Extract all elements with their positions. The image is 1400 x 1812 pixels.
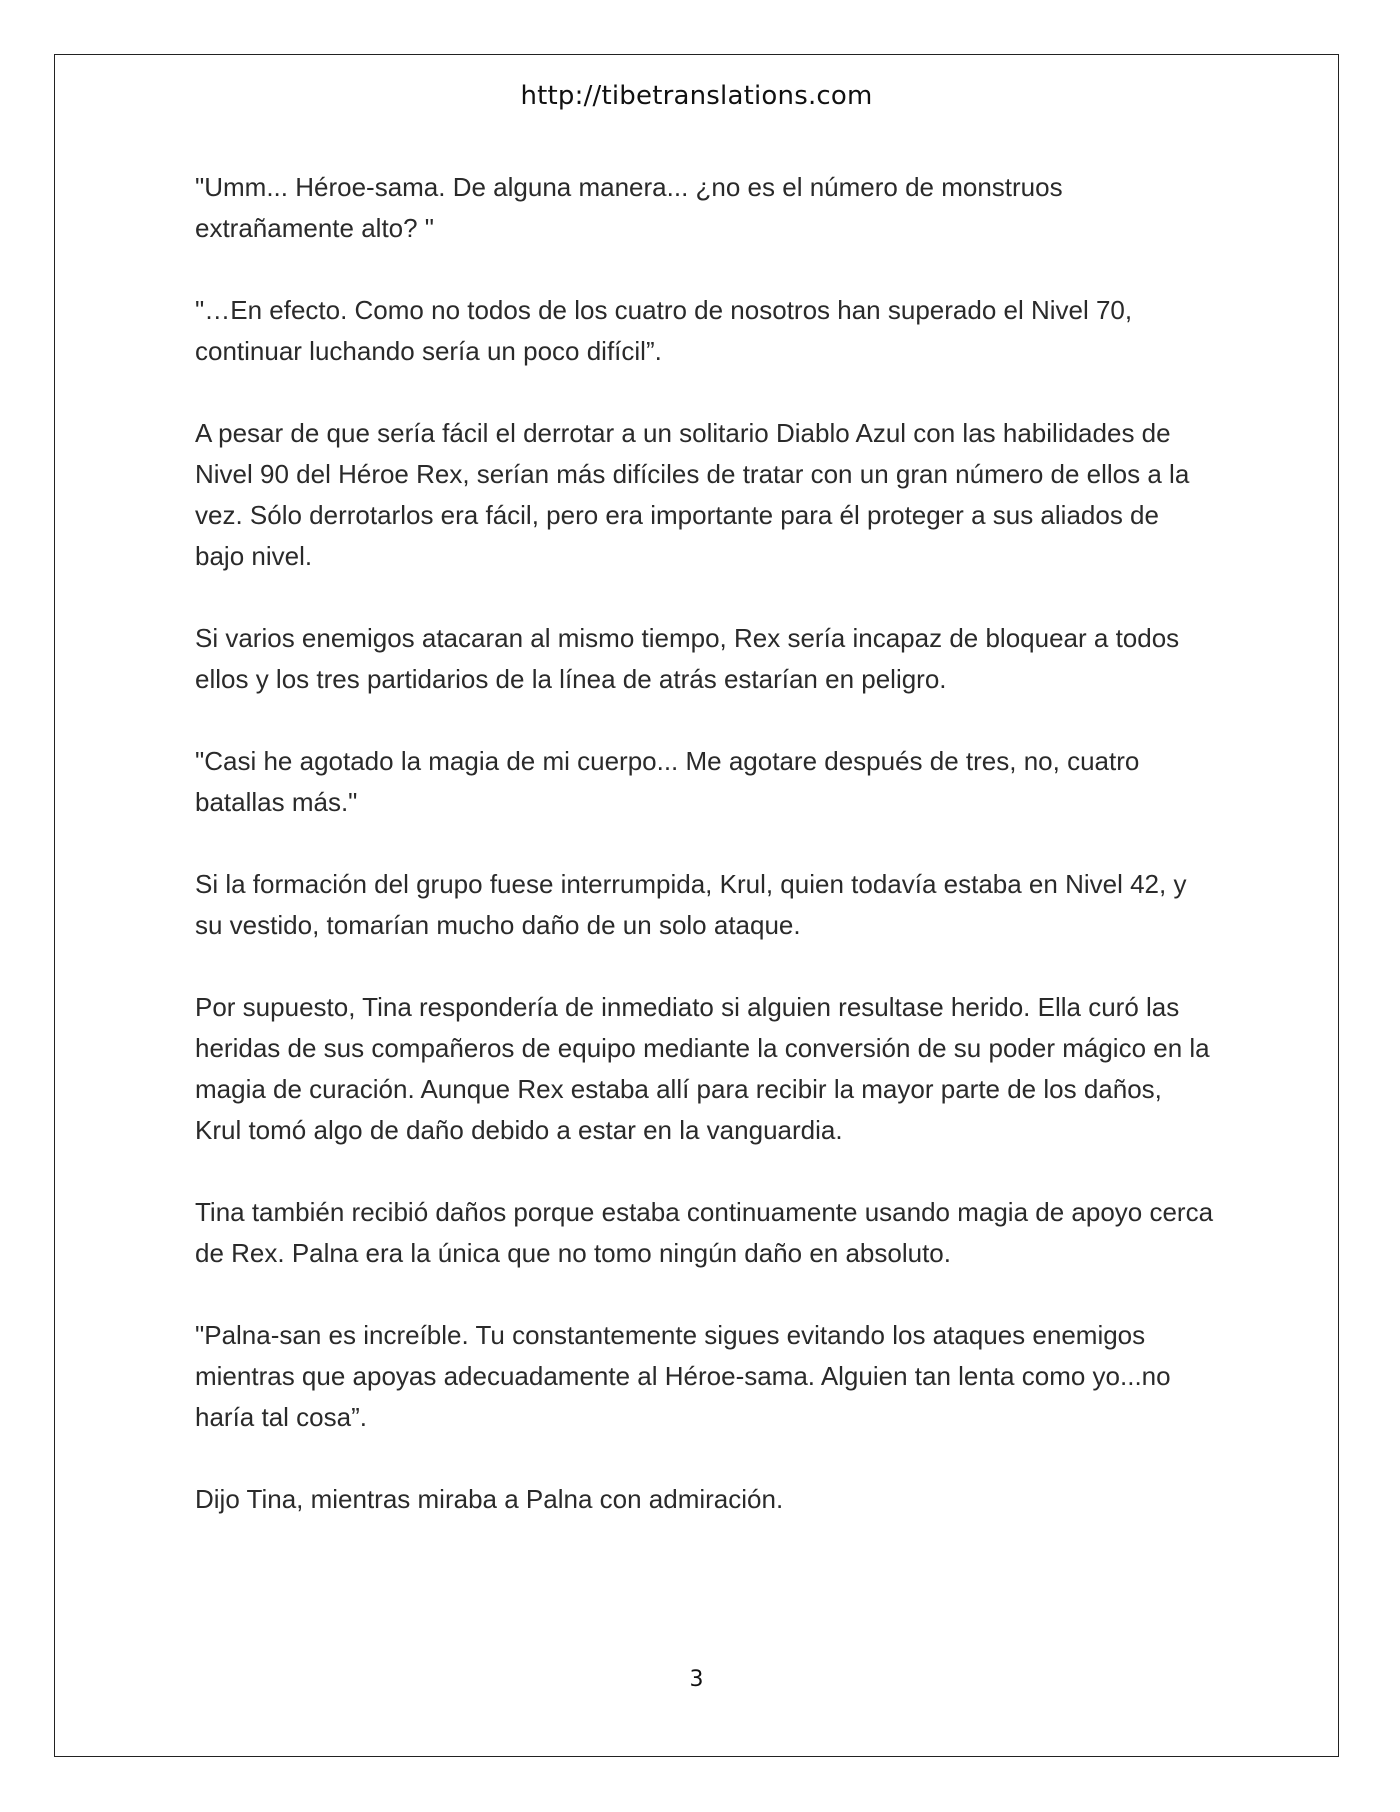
paragraph-6: Si la formación del grupo fuese interrumpida, Krul, quien todavía estaba en Nivel 42, y su vestido, tomarían mucho daño de un solo ataque. xyxy=(195,869,1187,940)
paragraph-1: "Umm... Héroe-sama. De alguna manera... ¿no es el número de monstruos extrañamente alto? " xyxy=(195,172,1063,243)
header-url: http://tibetranslations.com xyxy=(520,81,873,111)
page-number: 3 xyxy=(689,1667,704,1692)
paragraph-5: "Casi he agotado la magia de mi cuerpo... Me agotare después de tres, no, cuatro batallas más." xyxy=(195,746,1140,817)
paragraph-2: "…En efecto. Como no todos de los cuatro de nosotros han superado el Nivel 70, continuar luchando sería un poco difícil”. xyxy=(195,295,1133,366)
body-text xyxy=(195,167,1215,1561)
paragraph-8: Tina también recibió daños porque estaba continuamente usando magia de apoyo cerca de Rex. Palna era la única que no tomo ningún daño en absoluto. xyxy=(195,1197,1214,1268)
paragraph-7: Por supuesto, Tina respondería de inmediato si alguien resultase herido. Ella curó las heridas de sus compañeros de equipo mediante la conversión de su poder mágico en la magia de curación. Aunque Rex estaba allí para recibir la mayor parte de los daños, Krul tomó algo de daño debido a estar en la vanguardia. xyxy=(195,992,1210,1145)
paragraph-9: "Palna-san es increíble. Tu constantemente sigues evitando los ataques enemigos mientras que apoyas adecuadamente al Héroe-sama. Alguien tan lenta como yo...no haría tal cosa”. xyxy=(195,1320,1171,1432)
paragraph-10: Dijo Tina, mientras miraba a Palna con admiración. xyxy=(195,1484,784,1514)
paragraph-4: Si varios enemigos atacaran al mismo tiempo, Rex sería incapaz de bloquear a todos ellos y los tres partidarios de la línea de atrás estarían en peligro. xyxy=(195,623,1180,694)
document-page xyxy=(54,54,1339,1757)
paragraph-3: A pesar de que sería fácil el derrotar a un solitario Diablo Azul con las habilidades de Nivel 90 del Héroe Rex, serían más difíciles de tratar con un gran número de ellos a la vez. Sólo derrotarlos era fácil, pero era importante para él proteger a sus aliados de bajo nivel. xyxy=(195,418,1190,571)
